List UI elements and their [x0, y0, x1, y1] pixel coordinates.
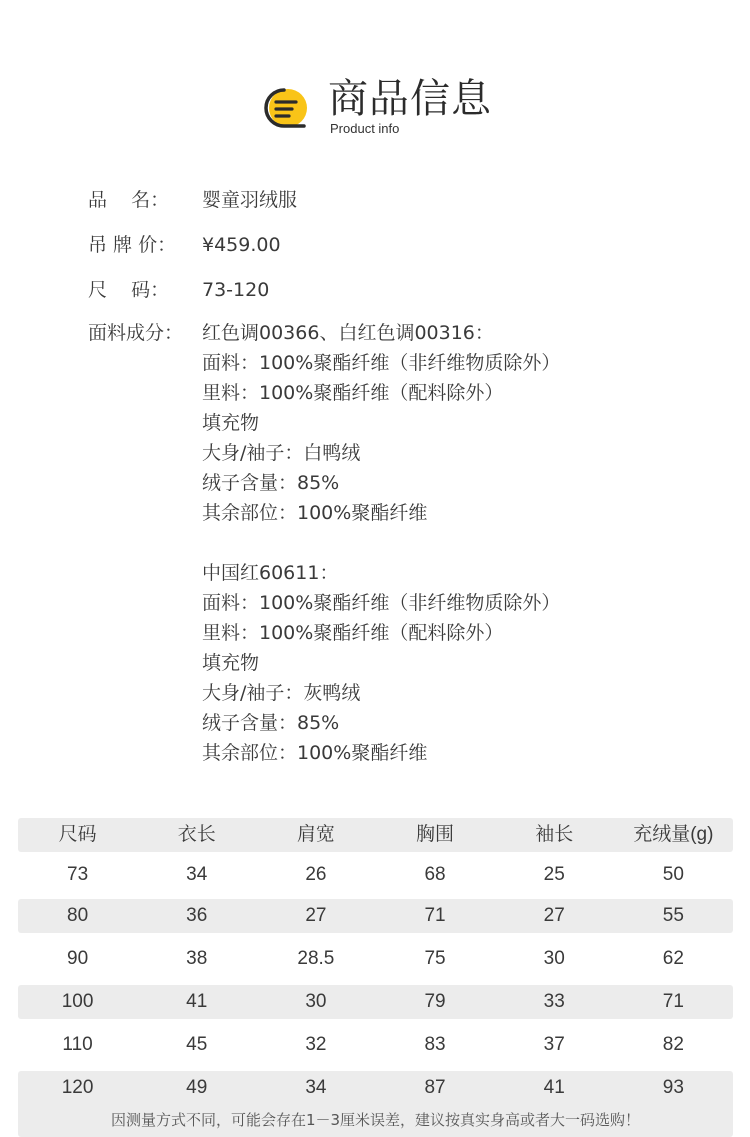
table-cell: 50 [662, 864, 684, 885]
table-cell: 33 [543, 991, 565, 1012]
table-cell: 90 [67, 948, 89, 969]
table-row [18, 858, 733, 892]
composition-line: 红色调00366、白红色调00316： [202, 322, 494, 344]
table-cell: 71 [662, 991, 684, 1012]
composition-line: 面料：100%聚酯纤维（非纤维物质除外） [202, 352, 561, 374]
composition-line: 中国红60611： [202, 562, 339, 584]
table-row [18, 942, 733, 976]
document-lines-icon [262, 86, 312, 132]
size-label: 尺 码： [88, 279, 170, 301]
composition-label: 面料成分： [88, 322, 184, 344]
page-subtitle: Product info [330, 121, 400, 136]
composition-line: 绒子含量：85% [202, 712, 340, 734]
table-header-row [18, 818, 733, 852]
composition-line: 其余部位：100%聚酯纤维 [202, 742, 428, 764]
table-cell: 75 [424, 948, 446, 969]
table-cell: 83 [424, 1034, 446, 1055]
composition-line: 里料：100%聚酯纤维（配料除外） [202, 622, 504, 644]
table-cell: 73 [67, 864, 89, 885]
table-row [18, 1028, 733, 1062]
table-cell: 36 [186, 905, 208, 926]
table-cell: 41 [543, 1077, 565, 1098]
measurement-note: 因测量方式不同，可能会存在1－3厘米误差，建议按真实身高或者大一码选购！ [110, 1111, 641, 1129]
table-cell: 79 [424, 991, 446, 1012]
table-cell: 27 [305, 905, 327, 926]
table-row [18, 899, 733, 933]
table-row [18, 985, 733, 1019]
section-header [262, 76, 502, 138]
table-cell: 49 [186, 1077, 208, 1098]
name-value: 婴童羽绒服 [202, 189, 298, 211]
composition-line: 里料：100%聚酯纤维（配料除外） [202, 382, 504, 404]
table-cell: 27 [543, 905, 565, 926]
table-cell: 82 [662, 1034, 684, 1055]
table-cell: 37 [543, 1034, 565, 1055]
table-cell: 120 [61, 1077, 94, 1098]
price-label: 吊 牌 价： [88, 234, 177, 256]
name-label: 品 名： [88, 189, 170, 211]
table-cell: 26 [305, 864, 327, 885]
table-cell: 80 [67, 905, 89, 926]
table-header-cell: 尺码 [58, 824, 97, 845]
table-cell: 25 [543, 864, 565, 885]
page-title: 商品信息 [328, 76, 492, 122]
table-cell: 38 [186, 948, 208, 969]
table-cell: 71 [424, 905, 446, 926]
table-cell: 34 [186, 864, 208, 885]
composition-line: 填充物 [202, 652, 260, 674]
table-header-cell: 衣长 [177, 824, 216, 845]
composition-line: 绒子含量：85% [202, 472, 340, 494]
composition-line: 大身/袖子：白鸭绒 [202, 442, 361, 464]
table-cell: 110 [62, 1034, 93, 1055]
table-cell: 30 [305, 991, 327, 1012]
table-cell: 68 [424, 864, 446, 885]
table-cell: 62 [662, 948, 684, 969]
table-cell: 28.5 [297, 948, 335, 969]
table-header-cell: 胸围 [416, 824, 455, 845]
composition-line: 大身/袖子：灰鸭绒 [202, 682, 361, 704]
table-cell: 93 [662, 1077, 684, 1098]
price-value: ¥459.00 [202, 234, 281, 256]
table-header-cell: 肩宽 [296, 824, 335, 845]
composition-line: 其余部位：100%聚酯纤维 [202, 502, 428, 524]
table-header-cell: 袖长 [535, 824, 574, 845]
table-cell: 34 [305, 1077, 327, 1098]
table-header-cell: 充绒量(g) [633, 824, 714, 845]
table-cell: 41 [186, 991, 208, 1012]
table-cell: 55 [662, 905, 684, 926]
size-value: 73-120 [202, 279, 270, 301]
table-cell: 87 [424, 1077, 446, 1098]
composition-line: 面料：100%聚酯纤维（非纤维物质除外） [202, 592, 561, 614]
table-cell: 30 [543, 948, 565, 969]
table-cell: 100 [61, 991, 94, 1012]
table-cell: 32 [305, 1034, 327, 1055]
table-cell: 45 [186, 1034, 208, 1055]
composition-line: 填充物 [202, 412, 260, 434]
